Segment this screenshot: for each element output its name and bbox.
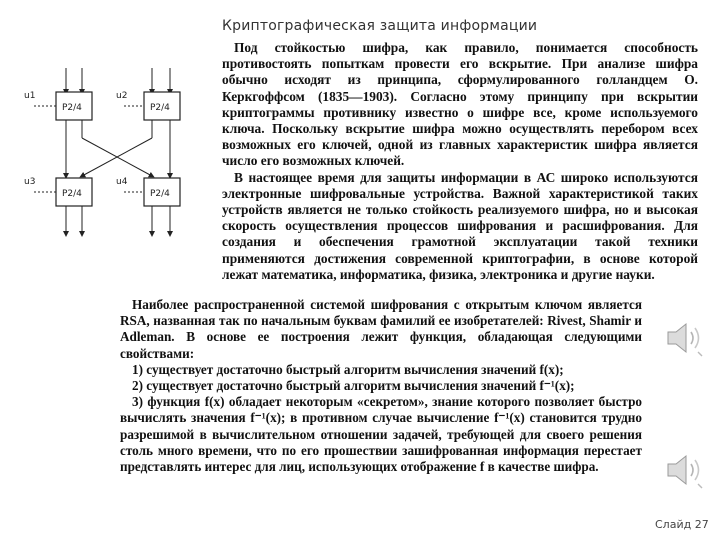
property-item-2: 2) существует достаточно быстрый алгоритм вычисления значений f⁻¹(x); [132, 378, 575, 394]
property-item-3: 3) функция f(x) обладает некоторым «секретом», знание которого позволяет быстро вычислять значения f⁻¹(x); в противном случае вычисление f⁻¹(x) становится трудно разрешимой в вычислительном отношении задачей, требующей для своего решения столь много времени, что по его прошествии зашифрованная информация перестает представлять интерес для лиц, использующих отображение f в качестве шифра. [120, 394, 642, 475]
input-label-u1: u1 [24, 91, 36, 101]
input-label-u3: u3 [24, 177, 36, 187]
input-label-u2: u2 [116, 91, 128, 101]
cipher-network-diagram [20, 64, 220, 244]
block-label: P2/4 [62, 103, 82, 113]
block-label: P2/4 [150, 103, 170, 113]
block-label: P2/4 [62, 189, 82, 199]
speaker-icon[interactable] [662, 318, 706, 358]
slide-number: Слайд 27 [655, 518, 709, 531]
paragraph-encryption-devices: В настоящее время для защиты информации в АС широко используются электронные шифровальные устройства. Важной характеристикой таких устройств является не только стойкость реализуемого шифра, но и высокая скорость осуществления процессов шифрования и расшифрования. Для создания и обеспечения грамотной эксплуатации такой техники применяются достижения современной криптографии, в основе которой лежат математика, информатика, физика, электроника и другие науки. [222, 169, 698, 282]
input-label-u4: u4 [116, 177, 128, 187]
speaker-icon[interactable] [662, 450, 706, 490]
paragraph-cipher-strength: Под стойкостью шифра, как правило, понимается способность противостоять попыткам провести его вскрытие. При анализе шифра обычно исходят из принципа, сформулированного голландцем О. Керкгоффсом (1835—1903). Согласно этому принципу при вскрытии криптограммы противнику известно о шифре все, кроме используемого ключа. Поскольку вскрытие шифра можно осуществлять перебором всех возможных его ключей, одной из главных характеристик шифра является число его возможных ключей. [222, 40, 698, 169]
scanned-text-bottom [120, 297, 642, 475]
slide-title: Криптографическая защита информации [222, 18, 538, 34]
scanned-text-top [222, 40, 698, 283]
paragraph-rsa: Наиболее распространенной системой шифрования с открытым ключом является RSA, названная так по начальным буквам фамилий ее изобретателей: Rivest, Shamir и Adleman. В основе ее построения лежит функция, обладающая следующими свойствами: [120, 297, 642, 361]
property-item-1: 1) существует достаточно быстрый алгоритм вычисления значений f(x); [132, 361, 564, 377]
block-label: P2/4 [150, 189, 170, 199]
